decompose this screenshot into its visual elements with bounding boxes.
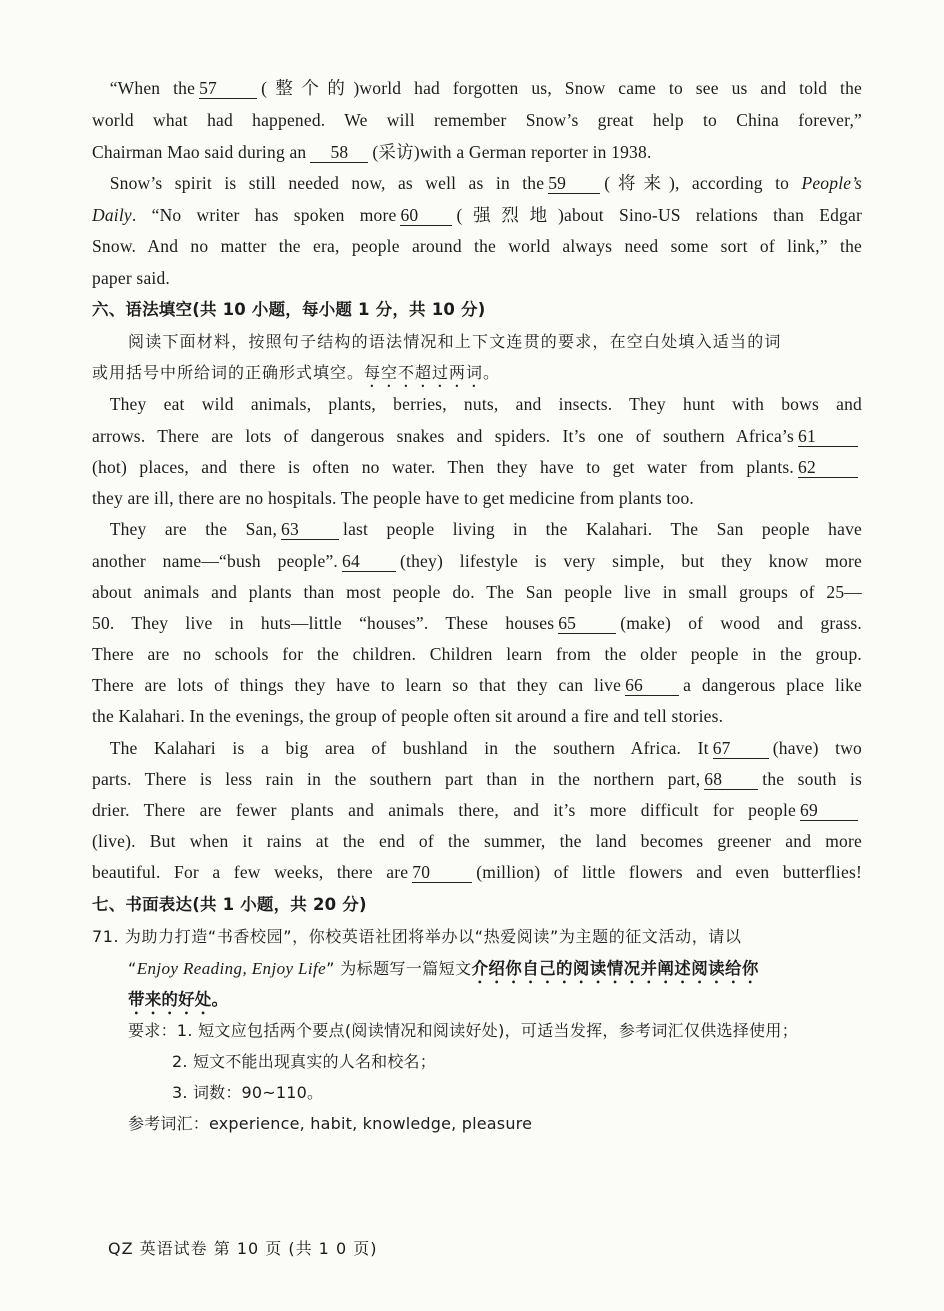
blank-63: 63 (281, 519, 339, 540)
passage-line: beautiful. For a few weeks, there are 70 (million) of little flowers and even butterflies! (92, 862, 862, 882)
blank-59: 59 (548, 173, 600, 194)
passage-line: Chairman Mao said during an 58 (采访)with a German reporter in 1938. (92, 142, 652, 162)
passage-line: arrows. There are lots of dangerous snakes and spiders. It’s one of southern Africa’s 61 (92, 424, 862, 448)
blank-61: 61 (798, 426, 858, 447)
passage-line: world what had happened. We will remember Snow’s great help to China forever,” (92, 110, 862, 130)
essay-title: Enjoy Reading, Enjoy Life (136, 959, 327, 978)
emphasis-text: 带来的好处。 (128, 990, 229, 1009)
section-six-heading: 六、语法填空(共 10 小题，每小题 1 分，共 10 分) (92, 300, 486, 319)
passage-line: They are the San, 63 last people living in the Kalahari. The San people have (109, 519, 862, 539)
blank-70: 70 (412, 862, 472, 883)
passage-line: 50. They live in huts—little “houses”. These houses 65 (make) of wood and grass. (92, 613, 862, 633)
blank-62: 62 (798, 457, 858, 478)
blank-65: 65 (558, 613, 616, 634)
question-71: “Enjoy Reading, Enjoy Life” 为标题写一篇短文介绍你自己的阅读情况并阐述阅读给你 (128, 959, 759, 978)
requirement-2: 2. 短文不能出现真实的人名和校名； (172, 1052, 436, 1071)
blank-68: 68 (704, 769, 758, 790)
instructions: 阅读下面材料，按照句子结构的语法情况和上下文连贯的要求，在空白处填入适当的词 (128, 332, 782, 351)
passage-line: parts. There is less rain in the southern part than in the northern part, 68 the south is (92, 769, 863, 789)
blank-67: 67 (713, 738, 769, 759)
passage-line: (hot) places, and there is often no water. Then they have to get water from plants. 62 (92, 455, 862, 479)
passage-line: Snow. And no matter the era, people around the world always need some sort of link,” the (92, 236, 862, 256)
emphasis-text: 介绍你自己的阅读情况并阐述阅读给你 (471, 959, 759, 978)
passage-line: about animals and plants than most people do. The San people live in small groups of 25— (92, 582, 862, 602)
blank-58: 58 (310, 142, 368, 163)
blank-64: 64 (342, 551, 396, 572)
blank-60: 60 (400, 205, 452, 226)
question-71: 71. 为助力打造“书香校园”，你校英语社团将举办以“热爱阅读”为主题的征文活动，请以 (92, 927, 742, 946)
instructions: 或用括号中所给词的正确形式填空。每空不超过两词。 (92, 363, 501, 382)
requirement-3: 3. 词数：90~110。 (172, 1083, 324, 1102)
requirement-1: 要求：1. 短文应包括两个要点(阅读情况和阅读好处)，可适当发挥，参考词汇仅供选择使用； (128, 1021, 799, 1040)
emphasis-text: 每空不超过两词。 (364, 363, 501, 382)
passage-line: Snow’s spirit is still needed now, as well as in the 59 (将来), according to People’s (109, 173, 863, 193)
passage-line: There are no schools for the children. Children learn from the older people in the group. (92, 644, 862, 664)
passage-line: they are ill, there are no hospitals. The people have to get medicine from plants too. (92, 488, 694, 508)
passage-line: They eat wild animals, plants, berries, nuts, and insects. They hunt with bows and (109, 394, 862, 414)
passage-line: There are lots of things they have to learn so that they can live 66 a dangerous place like (92, 675, 862, 695)
page-footer: QZ 英语试卷 第 10 页 (共 1 0 页) (108, 1239, 378, 1258)
passage-line: drier. There are fewer plants and animals there, and it’s more difficult for people 69 (92, 798, 862, 822)
passage-line: another name—“bush people”. 64 (they) lifestyle is very simple, but they know more (92, 551, 863, 571)
blank-57: 57 (199, 78, 257, 99)
passage-line: “When the 57 (整个的)world had forgotten us, Snow came to see us and told the (109, 78, 863, 98)
passage-line: Daily. “No writer has spoken more 60 (强烈地)about Sino-US relations than Edgar (92, 205, 862, 225)
blank-66: 66 (625, 675, 679, 696)
passage-line: The Kalahari is a big area of bushland in the southern Africa. It 67 (have) two (109, 738, 862, 758)
passage-line: (live). But when it rains at the end of the summer, the land becomes greener and more (92, 831, 862, 851)
blank-69: 69 (800, 800, 858, 821)
section-seven-heading: 七、书面表达(共 1 小题，共 20 分) (92, 895, 367, 914)
passage-line: the Kalahari. In the evenings, the group of people often sit around a fire and tell stories. (92, 706, 724, 726)
passage-line: paper said. (92, 268, 171, 288)
reference-vocabulary: 参考词汇：experience, habit, knowledge, pleasure (128, 1114, 533, 1133)
